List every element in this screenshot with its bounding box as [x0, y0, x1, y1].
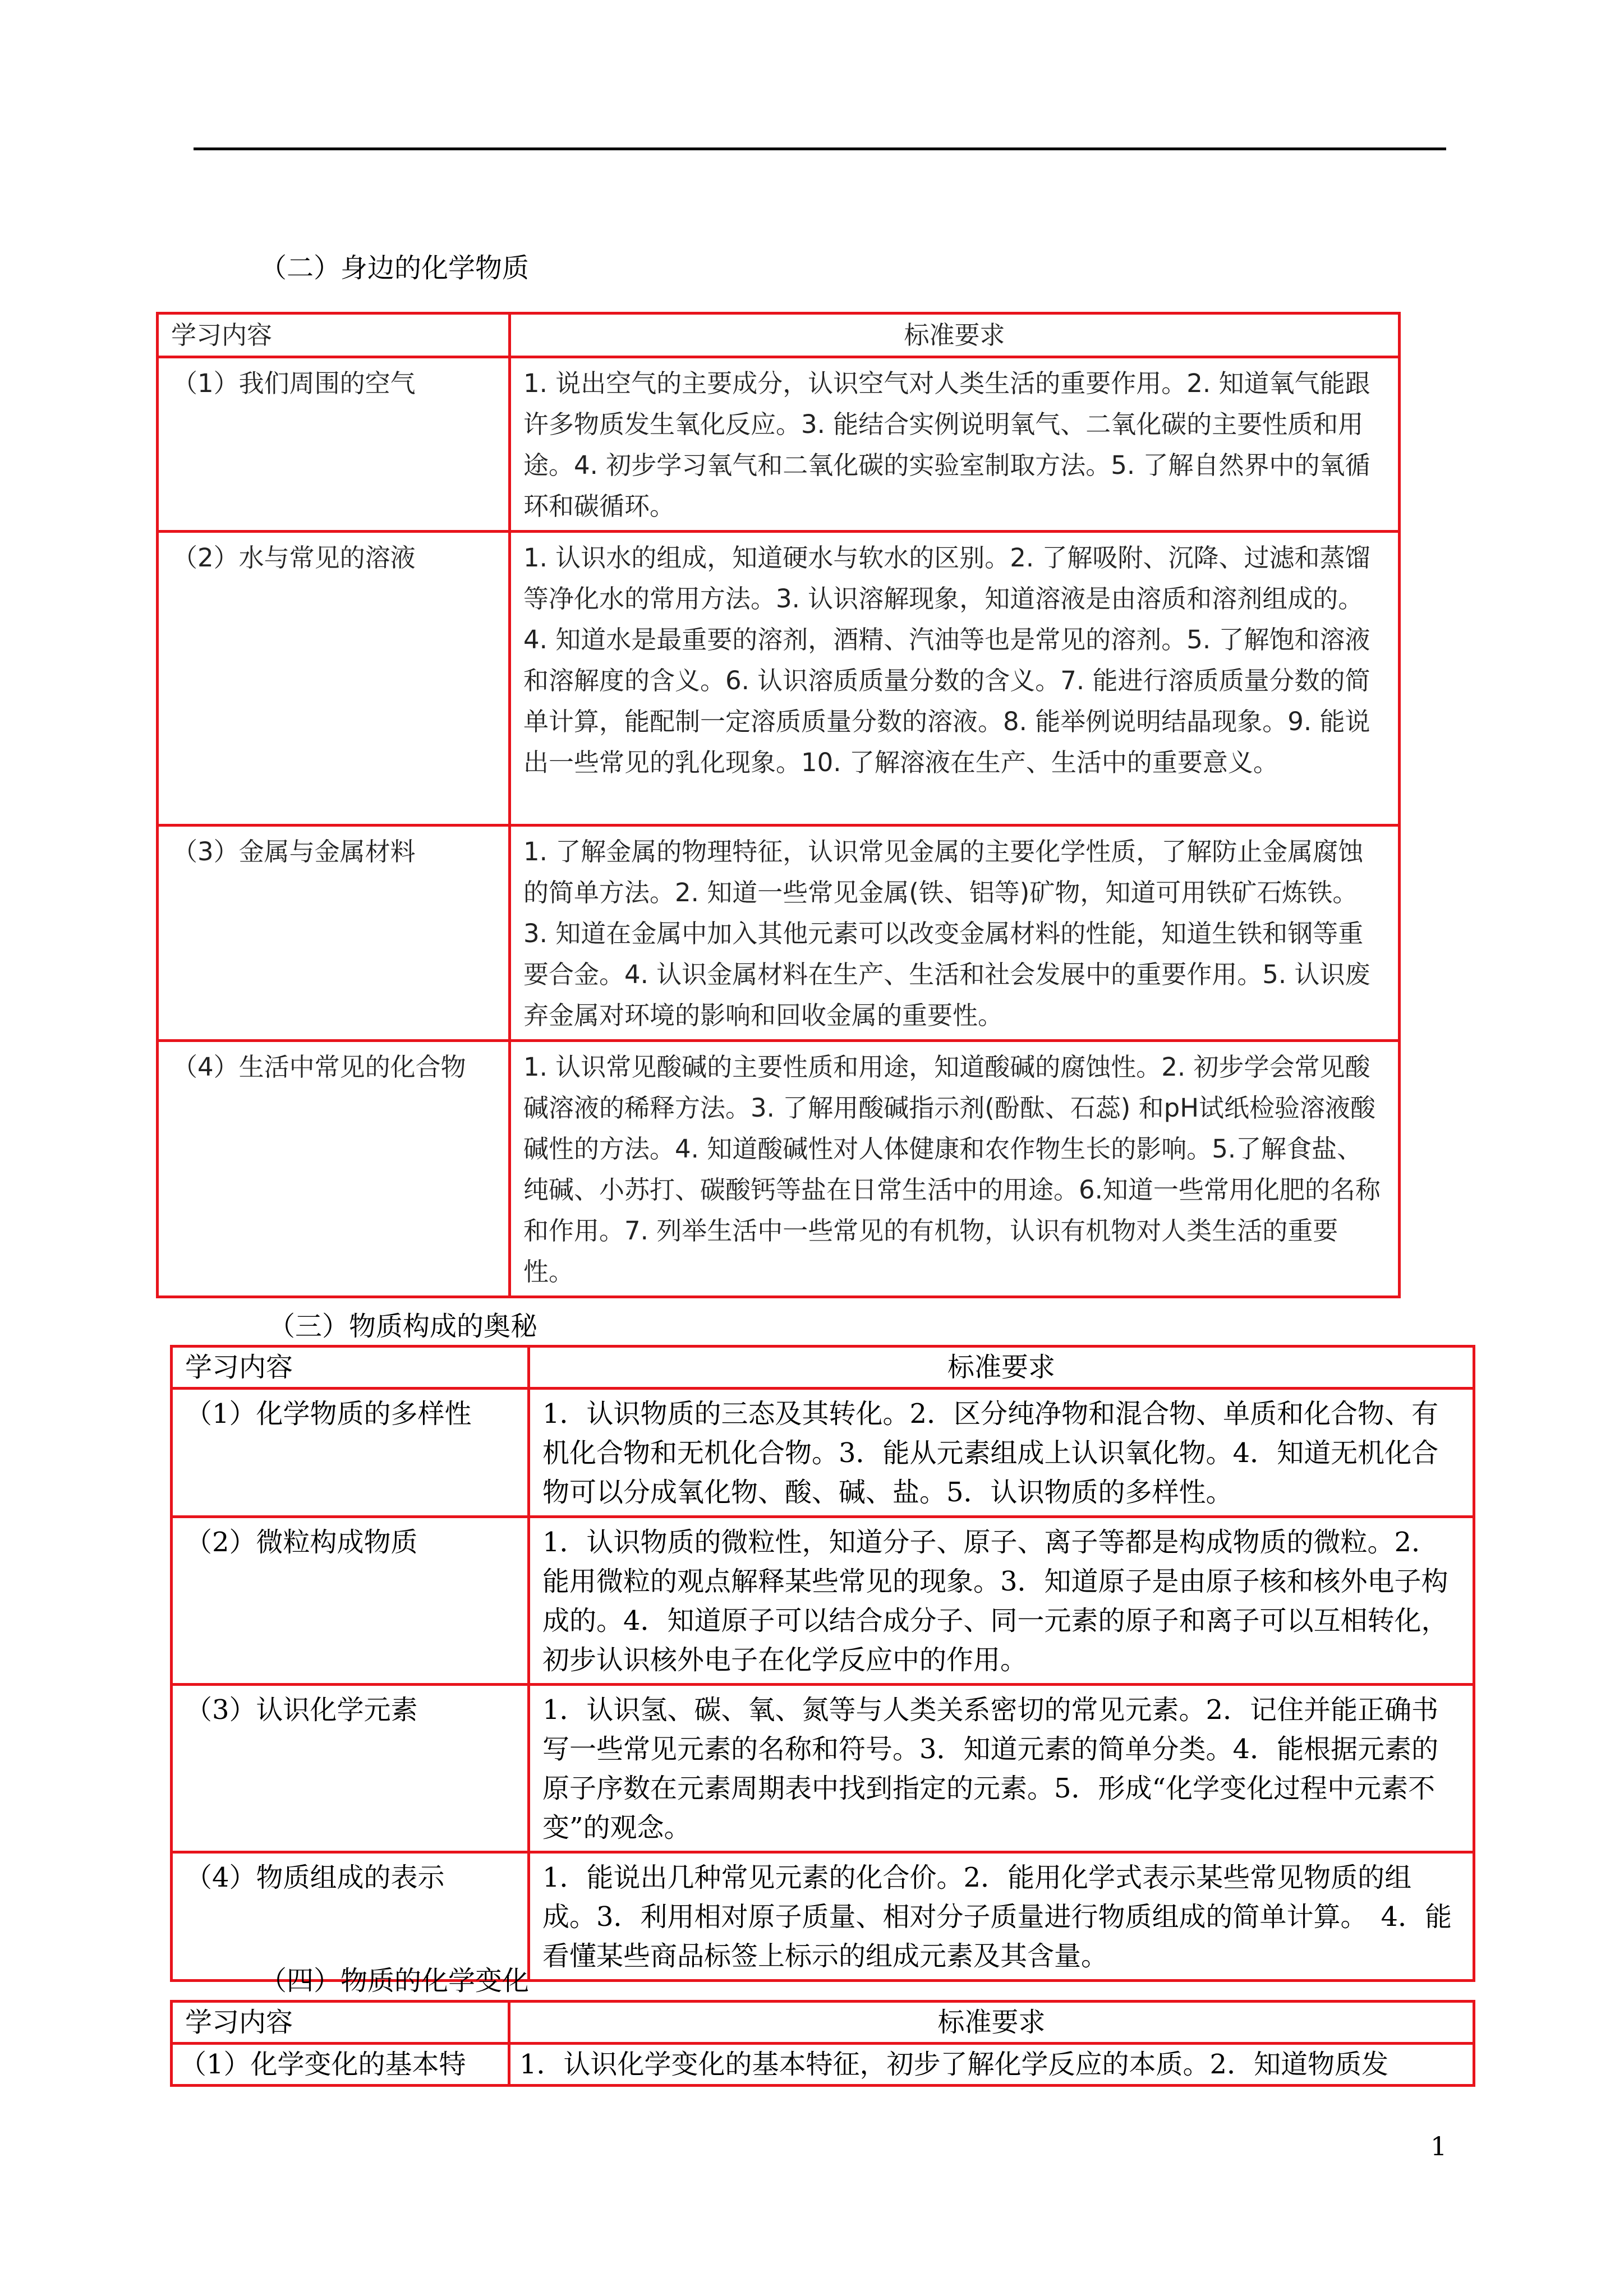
row-topic: （3）金属与金属材料	[158, 826, 510, 1041]
header-standard-requirement: 标准要求	[510, 313, 1400, 357]
header-standard-requirement: 标准要求	[529, 1347, 1474, 1389]
row-topic: （2）水与常见的溶液	[158, 532, 510, 826]
row-topic: （4）物质组成的表示	[172, 1852, 529, 1981]
table-row	[172, 1685, 1474, 1852]
page-number: 1	[1430, 2131, 1447, 2161]
table-header-row	[172, 1347, 1474, 1389]
section-title-4: （四）物质的化学变化	[260, 1965, 530, 1997]
table-row	[158, 1041, 1400, 1297]
row-topic: （2）微粒构成物质	[172, 1517, 529, 1685]
header-rule	[194, 147, 1446, 150]
row-requirement: 1. 说出空气的主要成分，认识空气对人类生活的重要作用。2. 知道氧气能跟许多物质发生氧化反应。3. 能结合实例说明氧气、二氧化碳的主要性质和用途。4. 初步学习氧气和二氧化碳的实验室制取方法。5. 了解自然界中的氧循环和碳循环。	[510, 357, 1400, 532]
table-row	[172, 2044, 1474, 2086]
row-topic: （1）化学物质的多样性	[172, 1389, 529, 1517]
row-requirement: 1．认识物质的微粒性，知道分子、原子、离子等都是构成物质的微粒。2．能用微粒的观点解释某些常见的现象。3．知道原子是由原子核和核外电子构成的。4．知道原子可以结合成分子、同一元素的原子和离子可以互相转化，初步认识核外电子在化学反应中的作用。	[529, 1517, 1474, 1685]
header-standard-requirement: 标准要求	[509, 2002, 1474, 2044]
table-header-row	[158, 313, 1400, 357]
table-row	[172, 1389, 1474, 1517]
row-topic: （3）认识化学元素	[172, 1685, 529, 1852]
header-learning-content: 学习内容	[172, 1347, 529, 1389]
row-requirement: 1. 认识水的组成，知道硬水与软水的区别。2. 了解吸附、沉降、过滤和蒸馏等净化水的常用方法。3. 认识溶解现象，知道溶液是由溶质和溶剂组成的。4. 知道水是最重要的溶剂，酒精、汽油等也是常见的溶剂。5. 了解饱和溶液和溶解度的含义。6. 认识溶质质量分数的含义。7. 能进行溶质质量分数的简单计算，能配制一定溶质质量分数的溶液。8. 能举例说明结晶现象。9. 能说出一些常见的乳化现象。10. 了解溶液在生产、生活中的重要意义。	[510, 532, 1400, 826]
row-topic: （4）生活中常见的化合物	[158, 1041, 510, 1297]
standards-table-2	[156, 312, 1401, 1298]
row-requirement: 1．认识物质的三态及其转化。2．区分纯净物和混合物、单质和化合物、有机化合物和无机化合物。3．能从元素组成上认识氧化物。4．知道无机化合物可以分成氧化物、酸、碱、盐。5．认识物质的多样性。	[529, 1389, 1474, 1517]
section-title-3: （三）物质构成的奥秘	[268, 1311, 538, 1342]
header-learning-content: 学习内容	[172, 2002, 509, 2044]
table-row	[158, 532, 1400, 826]
standards-table-4	[170, 2000, 1475, 2087]
row-topic: （1）我们周围的空气	[158, 357, 510, 532]
table-header-row	[172, 2002, 1474, 2044]
row-requirement: 1. 认识常见酸碱的主要性质和用途，知道酸碱的腐蚀性。2. 初步学会常见酸碱溶液的稀释方法。3. 了解用酸碱指示剂(酚酞、石蕊) 和pH试纸检验溶液酸碱性的方法。4. 知道酸碱性对人体健康和农作物生长的影响。5.了解食盐、纯碱、小苏打、碳酸钙等盐在日常生活中的用途。6.知道一些常用化肥的名称和作用。7. 列举生活中一些常见的有机物，认识有机物对人类生活的重要性。	[510, 1041, 1400, 1297]
row-requirement: 1．能说出几种常见元素的化合价。2．能用化学式表示某些常见物质的组成。3．利用相对原子质量、相对分子质量进行物质组成的简单计算。 4．能看懂某些商品标签上标示的组成元素及其含量。	[529, 1852, 1474, 1981]
table-row	[172, 1517, 1474, 1685]
header-learning-content: 学习内容	[158, 313, 510, 357]
row-requirement: 1．认识氢、碳、氧、氮等与人类关系密切的常见元素。2．记住并能正确书写一些常见元素的名称和符号。3．知道元素的简单分类。4．能根据元素的原子序数在元素周期表中找到指定的元素。5．形成“化学变化过程中元素不变”的观念。	[529, 1685, 1474, 1852]
row-requirement: 1．认识化学变化的基本特征，初步了解化学反应的本质。2．知道物质发	[509, 2044, 1474, 2086]
table-row	[158, 357, 1400, 532]
table-row	[158, 826, 1400, 1041]
standards-table-3	[170, 1345, 1475, 1982]
table-row	[172, 1852, 1474, 1981]
section-title-2: （二）身边的化学物质	[260, 252, 530, 284]
row-topic: （1）化学变化的基本特	[172, 2044, 509, 2086]
row-requirement: 1. 了解金属的物理特征，认识常见金属的主要化学性质，了解防止金属腐蚀的简单方法。2. 知道一些常见金属(铁、铝等)矿物，知道可用铁矿石炼铁。 3. 知道在金属中加入其他元素可以改变金属材料的性能，知道生铁和钢等重要合金。4. 认识金属材料在生产、生活和社会发展中的重要作用。5. 认识废弃金属对环境的影响和回收金属的重要性。	[510, 826, 1400, 1041]
